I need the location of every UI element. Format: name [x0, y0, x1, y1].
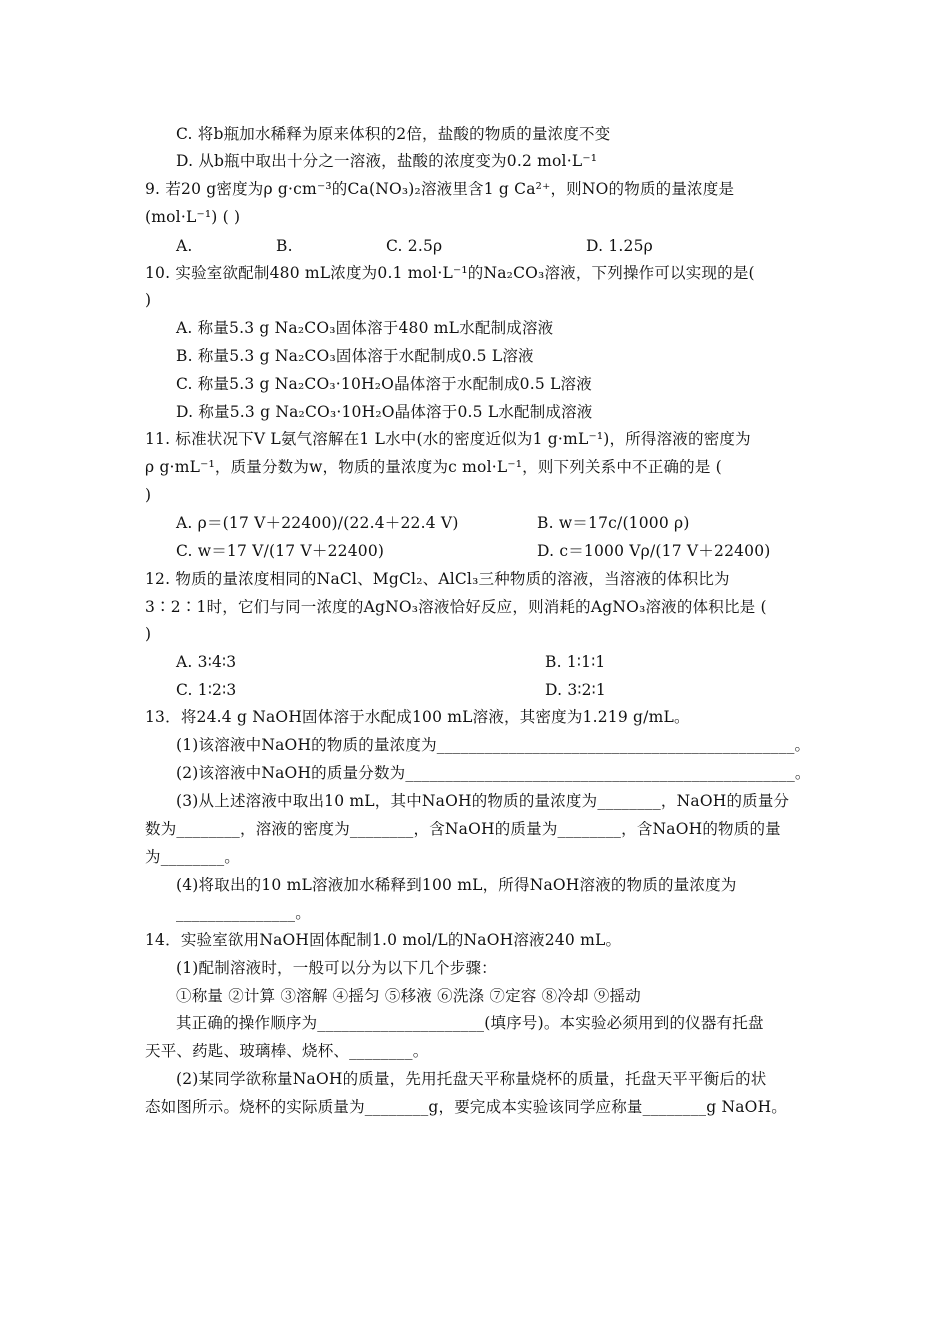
q12-paren: ) — [145, 625, 152, 643]
q11-option-c: C. w＝17 V/(17 V＋22400) — [176, 542, 385, 560]
q11-stem: 11. 标准状况下V L氨气溶解在1 L水中(水的密度近似为1 g·mL⁻¹)，所得溶液的密度为 — [145, 430, 751, 448]
q13-part-3: (3)从上述溶液中取出10 mL，其中NaOH的物质的量浓度为________，NaOH的质量分 — [176, 792, 790, 810]
q12-stem: 12. 物质的量浓度相同的NaCl、MgCl₂、AlCl₃三种物质的溶液，当溶液的体积比为 — [145, 570, 730, 588]
q14-steps: ①称量 ②计算 ③溶解 ④摇匀 ⑤移液 ⑥洗涤 ⑦定容 ⑧冷却 ⑨摇动 — [176, 987, 641, 1005]
q12-stem-cont: 3∶2∶1时，它们与同一浓度的AgNO₃溶液恰好反应，则消耗的AgNO₃溶液的体积比是 ( — [145, 598, 767, 616]
q10-option-a: A. 称量5.3 g Na₂CO₃固体溶于480 mL水配制成溶液 — [176, 319, 554, 337]
q11-option-b: B. w＝17c/(1000 ρ) — [537, 514, 690, 532]
q13-part-1: (1)该溶液中NaOH的物质的量浓度为_____________________________________________。 — [176, 736, 811, 754]
q12-option-a: A. 3∶4∶3 — [176, 653, 237, 671]
q14-stem: 14．实验室欲用NaOH固体配制1.0 mol/L的NaOH溶液240 mL。 — [145, 931, 622, 949]
q12-option-b: B. 1∶1∶1 — [545, 653, 606, 671]
q14-part-2-cont: 态如图所示。烧杯的实际质量为________g，要完成本实验该同学应称量________g NaOH。 — [145, 1098, 788, 1116]
q12-option-c: C. 1∶2∶3 — [176, 681, 237, 699]
q14-part-2: (2)某同学欲称量NaOH的质量，先用托盘天平称量烧杯的质量，托盘天平平衡后的状 — [176, 1070, 767, 1088]
q13-part-3-cont: 数为________，溶液的密度为________，含NaOH的质量为________，含NaOH的物质的量 — [145, 820, 781, 838]
q9-stem: 9. 若20 g密度为ρ g·cm⁻³的Ca(NO₃)₂溶液里含1 g Ca²⁺，则NO的物质的量浓度是 — [145, 180, 735, 198]
q13-part-3-end: 为________。 — [145, 848, 241, 866]
q12-option-d: D. 3∶2∶1 — [545, 681, 606, 699]
q10-option-c: C. 称量5.3 g Na₂CO₃·10H₂O晶体溶于水配制成0.5 L溶液 — [176, 375, 592, 393]
q9-stem-cont: (mol·L⁻¹) ( ) — [145, 208, 241, 226]
q9-option-c: C. 2.5ρ — [386, 237, 443, 255]
q14-order-cont: 天平、药匙、玻璃棒、烧杯、________。 — [145, 1042, 429, 1060]
q13-part-4: (4)将取出的10 mL溶液加水稀释到100 mL，所得NaOH溶液的物质的量浓度为 — [176, 876, 737, 894]
q10-option-d: D. 称量5.3 g Na₂CO₃·10H₂O晶体溶于0.5 L水配制成溶液 — [176, 403, 593, 421]
q11-paren: ) — [145, 486, 152, 504]
q13-part-4-blank: _______________。 — [176, 904, 311, 922]
q11-option-d: D. c＝1000 Vρ/(17 V＋22400) — [537, 542, 771, 560]
q9-option-b: B. — [276, 237, 293, 255]
q10-paren: ) — [145, 291, 152, 309]
q13-stem: 13．将24.4 g NaOH固体溶于水配成100 mL溶液，其密度为1.219 g/mL。 — [145, 708, 690, 726]
q8-option-d: D. 从b瓶中取出十分之一溶液，盐酸的浓度变为0.2 mol·L⁻¹ — [176, 152, 598, 170]
q13-part-2: (2)该溶液中NaOH的质量分数为_________________________________________________。 — [176, 764, 811, 782]
q14-order: 其正确的操作顺序为_____________________(填序号)。本实验必须用到的仪器有托盘 — [176, 1014, 764, 1032]
q10-stem: 10. 实验室欲配制480 mL浓度为0.1 mol·L⁻¹的Na₂CO₃溶液，下列操作可以实现的是( — [145, 264, 755, 282]
q11-option-a: A. ρ＝(17 V＋22400)/(22.4＋22.4 V) — [176, 514, 459, 532]
q9-option-d: D. 1.25ρ — [586, 237, 653, 255]
q11-stem-cont: ρ g·mL⁻¹，质量分数为w，物质的量浓度为c mol·L⁻¹，则下列关系中不正确的是 ( — [145, 458, 722, 476]
q14-part-1: (1)配制溶液时，一般可以分为以下几个步骤： — [176, 959, 497, 977]
q10-option-b: B. 称量5.3 g Na₂CO₃固体溶于水配制成0.5 L溶液 — [176, 347, 534, 365]
q8-option-c: C. 将b瓶加水稀释为原来体积的2倍，盐酸的物质的量浓度不变 — [176, 125, 611, 143]
q9-option-a: A. — [176, 237, 193, 255]
